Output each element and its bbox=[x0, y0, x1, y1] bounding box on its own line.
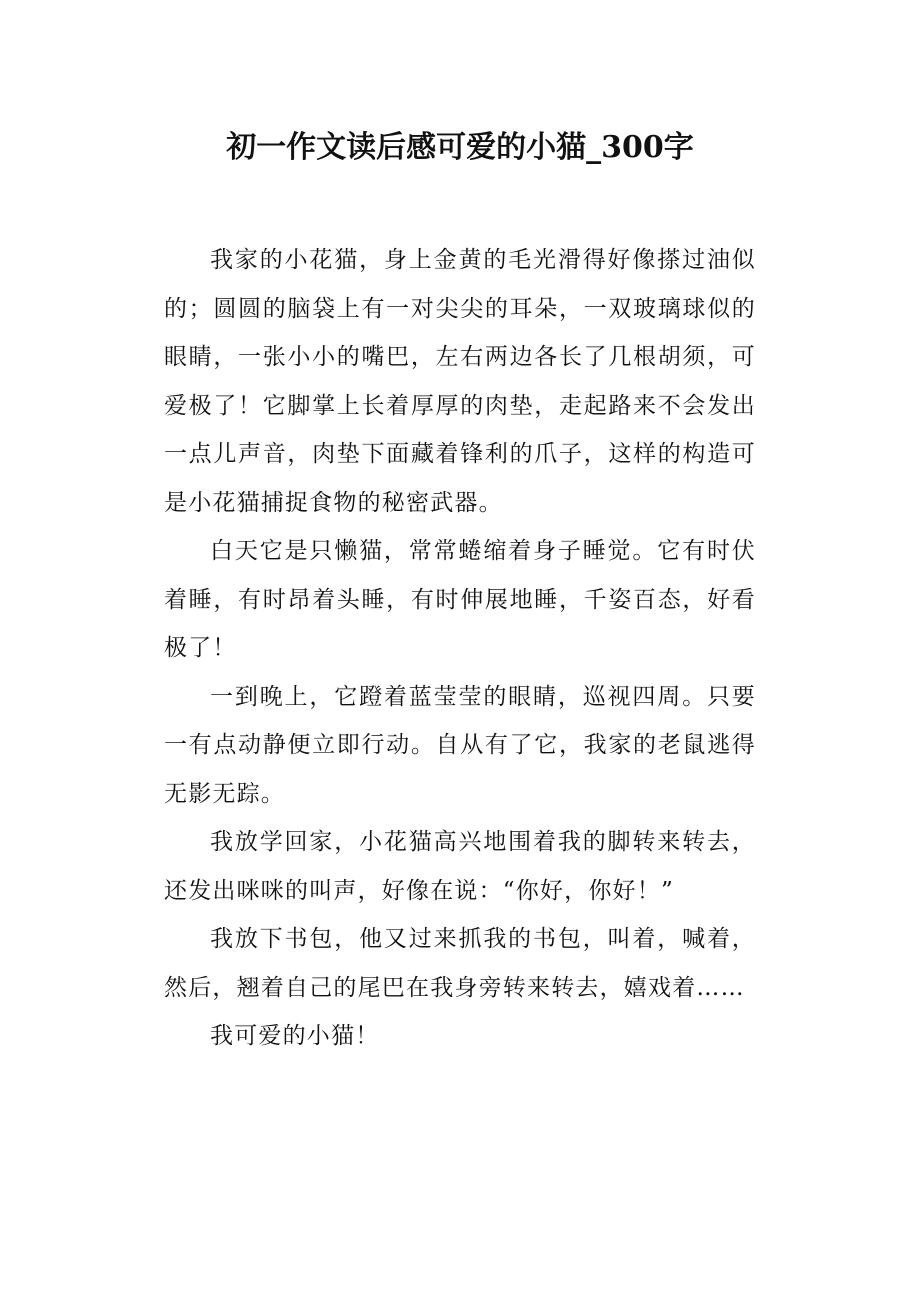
document-body bbox=[164, 236, 756, 1061]
document-title: 初一作文读后感可爱的小猫_300字 bbox=[226, 130, 694, 165]
paragraph-2: 白天它是只懒猫，常常蜷缩着身子睡觉。它有时伏着睡，有时昂着头睡，有时伸展地睡，千姿百态，好看极了！ bbox=[164, 538, 756, 661]
paragraph-4: 我放学回家，小花猫高兴地围着我的脚转来转去，还发出咪咪的叫声，好像在说：“你好，你好！” bbox=[164, 829, 756, 904]
paragraph-1: 我家的小花猫，身上金黄的毛光滑得好像搽过油似的；圆圆的脑袋上有一对尖尖的耳朵，一双玻璃球似的眼睛，一张小小的嘴巴，左右两边各长了几根胡须，可爱极了！它脚掌上长着厚厚的肉垫，走起路来不会发出一点儿声音，肉垫下面藏着锋利的爪子，这样的构造可是小花猫捕捉食物的秘密武器。 bbox=[164, 247, 756, 516]
paragraph-3: 一到晚上，它蹬着蓝莹莹的眼睛，巡视四周。只要一有点动静便立即行动。自从有了它，我家的老鼠逃得无影无踪。 bbox=[164, 683, 756, 807]
paragraph-6: 我可爱的小猫！ bbox=[210, 1023, 380, 1049]
paragraph-5: 我放下书包，他又过来抓我的书包，叫着，喊着，然后，翘着自己的尾巴在我身旁转来转去，嬉戏着…… bbox=[164, 926, 756, 1001]
